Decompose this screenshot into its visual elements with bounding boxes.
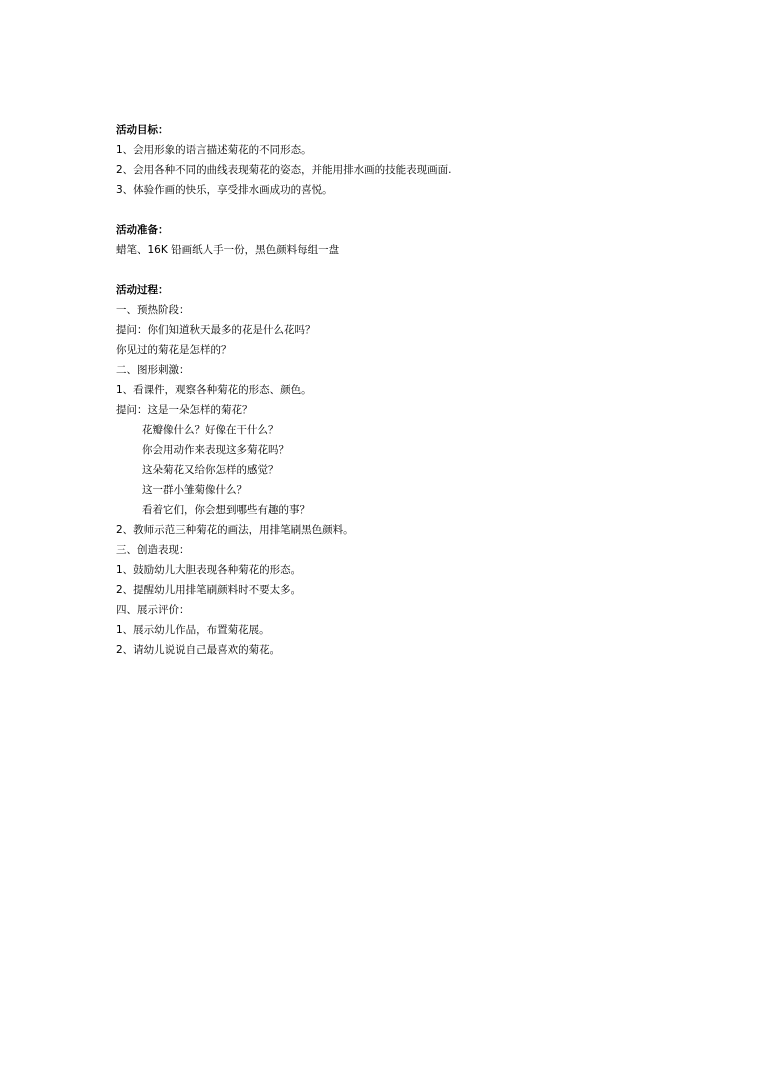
process-line: 你会用动作来表现这多菊花吗？ (142, 444, 289, 456)
process-line: 1、展示幼儿作品，布置菊花展。 (116, 624, 270, 636)
process-line: 1、鼓励幼儿大胆表现各种菊花的形态。 (116, 564, 302, 576)
process-line: 2、请幼儿说说自己最喜欢的菊花。 (116, 644, 281, 656)
process-line: 提问：这是一朵怎样的菊花？ (116, 404, 253, 416)
process-line: 一、预热阶段： (116, 304, 190, 316)
goal-item: 2、会用各种不同的曲线表现菊花的姿态，并能用排水画的技能表现画面. (116, 164, 452, 176)
process-line: 看着它们，你会想到哪些有趣的事？ (142, 504, 310, 516)
prep-text: 蜡笔、16K 铅画纸人手一份，黑色颜料每组一盘 (116, 244, 340, 256)
process-line: 2、教师示范三种菊花的画法，用排笔刷黑色颜料。 (116, 524, 354, 536)
process-line: 四、展示评价： (116, 604, 190, 616)
document-page (116, 120, 676, 660)
process-line: 这朵菊花又给你怎样的感觉？ (142, 464, 279, 476)
goals-heading: 活动目标： (116, 124, 169, 136)
prep-heading: 活动准备： (116, 224, 169, 236)
process-line: 三、创造表现： (116, 544, 190, 556)
goal-item: 3、体验作画的快乐，享受排水画成功的喜悦。 (116, 184, 333, 196)
process-line: 二、图形刺激： (116, 364, 190, 376)
process-line: 这一群小雏菊像什么？ (142, 484, 247, 496)
section-spacer (116, 260, 676, 280)
process-heading: 活动过程： (116, 284, 169, 296)
section-spacer (116, 200, 676, 220)
process-line: 1、看课件，观察各种菊花的形态、颜色。 (116, 384, 312, 396)
process-line: 提问：你们知道秋天最多的花是什么花吗？ (116, 324, 316, 336)
process-line: 花瓣像什么？好像在干什么？ (142, 424, 279, 436)
process-line: 你见过的菊花是怎样的？ (116, 344, 232, 356)
process-line: 2、提醒幼儿用排笔刷颜料时不要太多。 (116, 584, 302, 596)
goal-item: 1、会用形象的语言描述菊花的不同形态。 (116, 144, 312, 156)
